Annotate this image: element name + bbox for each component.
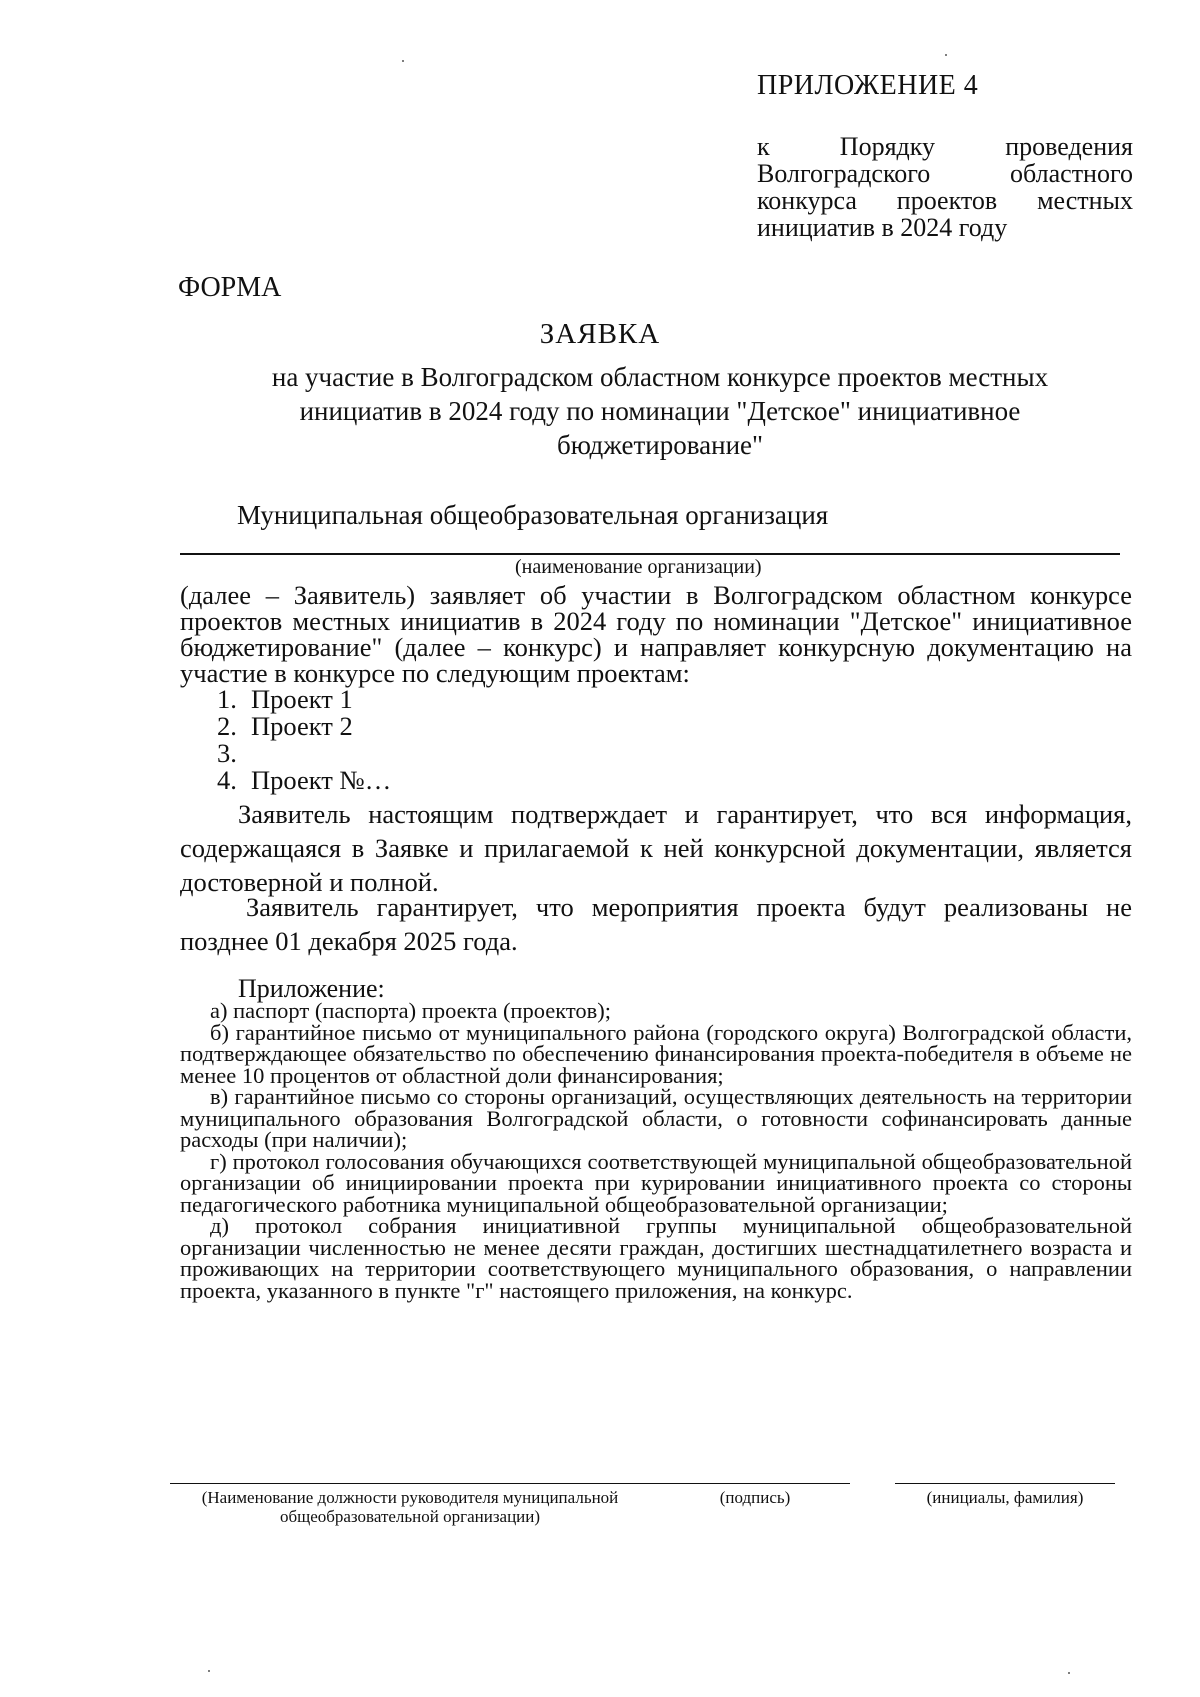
list-item-number: 1.	[217, 684, 237, 714]
document-title: ЗАЯВКА	[539, 318, 661, 350]
document-subtitle: на участие в Волгоградском областном конкурсе проектов местных инициатив в 2024 году по номинации "Детское" инициативное бюджетирование"	[271, 362, 1049, 460]
guarantee-paragraph: Заявитель настоящим подтверждает и гарантирует, что вся информация, содержащаяся в Заявке и прилагаемой к ней конкурсной документации, является достоверной и полной.	[180, 799, 1132, 897]
signature-caption: (подпись)	[719, 1488, 791, 1507]
attachment-item: в) гарантийное письмо со стороны организаций, осуществляющих деятельность на территории муниципального образования Волгоградской области, о готовности софинансировать данные расходы (при наличии);	[180, 1084, 1132, 1152]
scan-speck	[1068, 1672, 1070, 1674]
list-item-number: 2.	[217, 711, 237, 741]
signature-line	[170, 1483, 850, 1484]
attachment-item: г) протокол голосования обучающихся соответствующей муниципальной общеобразовательной организации об инициировании проекта при курировании инициативного проекта со стороны педагогического работника муниципальной общеобразовательной организации;	[180, 1148, 1132, 1217]
name-line	[895, 1483, 1115, 1484]
list-item-label: Проект №…	[251, 765, 392, 795]
name-caption: (инициалы, фамилия)	[926, 1488, 1084, 1507]
attachment-item: а) паспорт (паспорта) проекта (проектов);	[210, 998, 612, 1023]
attachment-item: д) протокол собрания инициативной группы муниципальной общеобразовательной организации численностью не менее десяти граждан, достигших шестнадцатилетнего возраста и проживающих на территории соответствующего муниципального образования, о направлении проекта, указанного в пункте "г" настоящего приложения, на конкурс.	[180, 1213, 1132, 1303]
scan-speck	[945, 54, 947, 56]
list-item-number: 3.	[217, 738, 237, 768]
list-item	[217, 713, 391, 740]
form-label: ФОРМА	[178, 272, 282, 303]
position-caption: (Наименование должности руководителя муниципальной общеобразовательной организации)	[201, 1488, 619, 1526]
attachments-list	[180, 1000, 1132, 1301]
list-item-label: Проект 2	[251, 711, 353, 741]
scan-speck	[402, 60, 404, 62]
organization-name-line	[180, 553, 1120, 555]
list-item	[217, 686, 391, 713]
organization-lead: Муниципальная общеобразовательная организация	[237, 500, 829, 530]
organization-caption: (наименование организации)	[515, 556, 762, 578]
scan-speck	[208, 1670, 210, 1672]
list-item-number: 4.	[217, 765, 237, 795]
attachments-heading: Приложение:	[238, 974, 385, 1003]
attachment-item: б) гарантийное письмо от муниципального района (городского округа) Волгоградской области, подтверждающее обязательство по обеспечению финансирования проекта-победителя в объеме не менее 10 процентов от областной доли финансирования;	[180, 1019, 1132, 1088]
appendix-title: ПРИЛОЖЕНИЕ 4	[757, 70, 979, 101]
list-item	[217, 767, 391, 794]
list-item	[217, 740, 391, 767]
list-item-label: Проект 1	[251, 684, 353, 714]
project-list	[217, 686, 391, 794]
appendix-reference: к Порядку проведения Волгоградского областного конкурса проектов местных инициатив в 2024 году	[757, 132, 1133, 242]
deadline-paragraph: Заявитель гарантирует, что мероприятия проекта будут реализованы не позднее 01 декабря 2025 года.	[180, 892, 1132, 956]
applicant-statement: (далее – Заявитель) заявляет об участии в Волгоградском областном конкурсе проектов местных инициатив в 2024 году по номинации "Детское" инициативное бюджетирование" (далее – конкурс) и направляет конкурсную документацию на участие в конкурсе по следующим проектам:	[180, 580, 1132, 688]
